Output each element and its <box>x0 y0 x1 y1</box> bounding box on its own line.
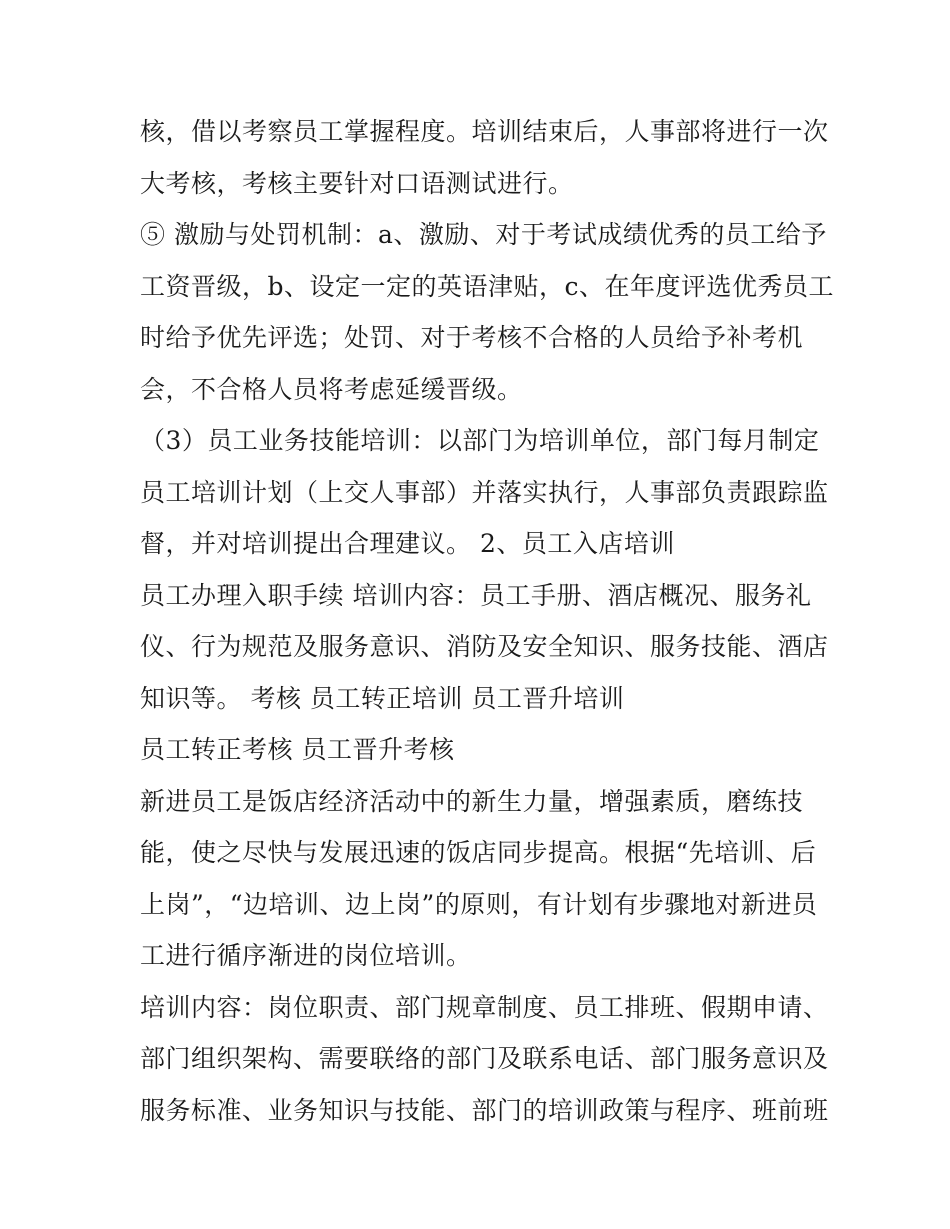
text-line: 督，并对培训提出合理建议。 2、员工入店培训 <box>140 529 675 558</box>
text-line: 服务标准、业务知识与技能、部门的培训政策与程序、班前班 <box>140 1095 829 1125</box>
text-line: 新进员工是饭店经济活动中的新生力量，增强素质，磨练技 <box>140 786 804 816</box>
text-line: 部门组织架构、需要联络的部门及联系电话、部门服务意识及 <box>140 1044 829 1073</box>
text-line: 上岗”，“边培训、边上岗”的原则，有计划有步骤地对新进员 <box>140 889 818 919</box>
text-line: 时给予优先评选；处罚、对于考核不合格的人员给予补考机 <box>140 323 804 352</box>
text-line: 工资晋级，b、设定一定的英语津贴，c、在年度评选优秀员工 <box>140 271 835 301</box>
text-line: 员工转正考核 员工晋升考核 <box>140 735 455 764</box>
text-line: 员工办理入职手续 培训内容：员工手册、酒店概况、服务礼 <box>140 580 812 610</box>
text-line: 仪、行为规范及服务意识、消防及安全知识、服务技能、酒店 <box>140 632 829 661</box>
text-line: （3）员工业务技能培训：以部门为培训单位，部门每月制定 <box>140 426 820 455</box>
text-line: 工进行循序渐进的岗位培训。 <box>140 941 472 970</box>
text-line: 知识等。 考核 员工转正培训 员工晋升培训 <box>140 683 625 713</box>
document-body <box>140 106 835 1136</box>
text-line: 核，借以考察员工掌握程度。培训结束后，人事部将进行一次 <box>140 117 829 146</box>
text-line: ⑤ 激励与处罚机制：a、激励、对于考试成绩优秀的员工给予 <box>140 220 827 249</box>
text-line: 大考核，考核主要针对口语测试进行。 <box>140 168 574 198</box>
text-line: 能，使之尽快与发展迅速的饭店同步提高。根据“先培训、后 <box>140 838 817 867</box>
text-line: 培训内容：岗位职责、部门规章制度、员工排班、假期申请、 <box>140 992 829 1022</box>
text-line: 会，不合格人员将考虑延缓晋级。 <box>140 374 523 404</box>
text-line: 员工培训计划（上交人事部）并落实执行，人事部负责跟踪监 <box>140 477 829 507</box>
